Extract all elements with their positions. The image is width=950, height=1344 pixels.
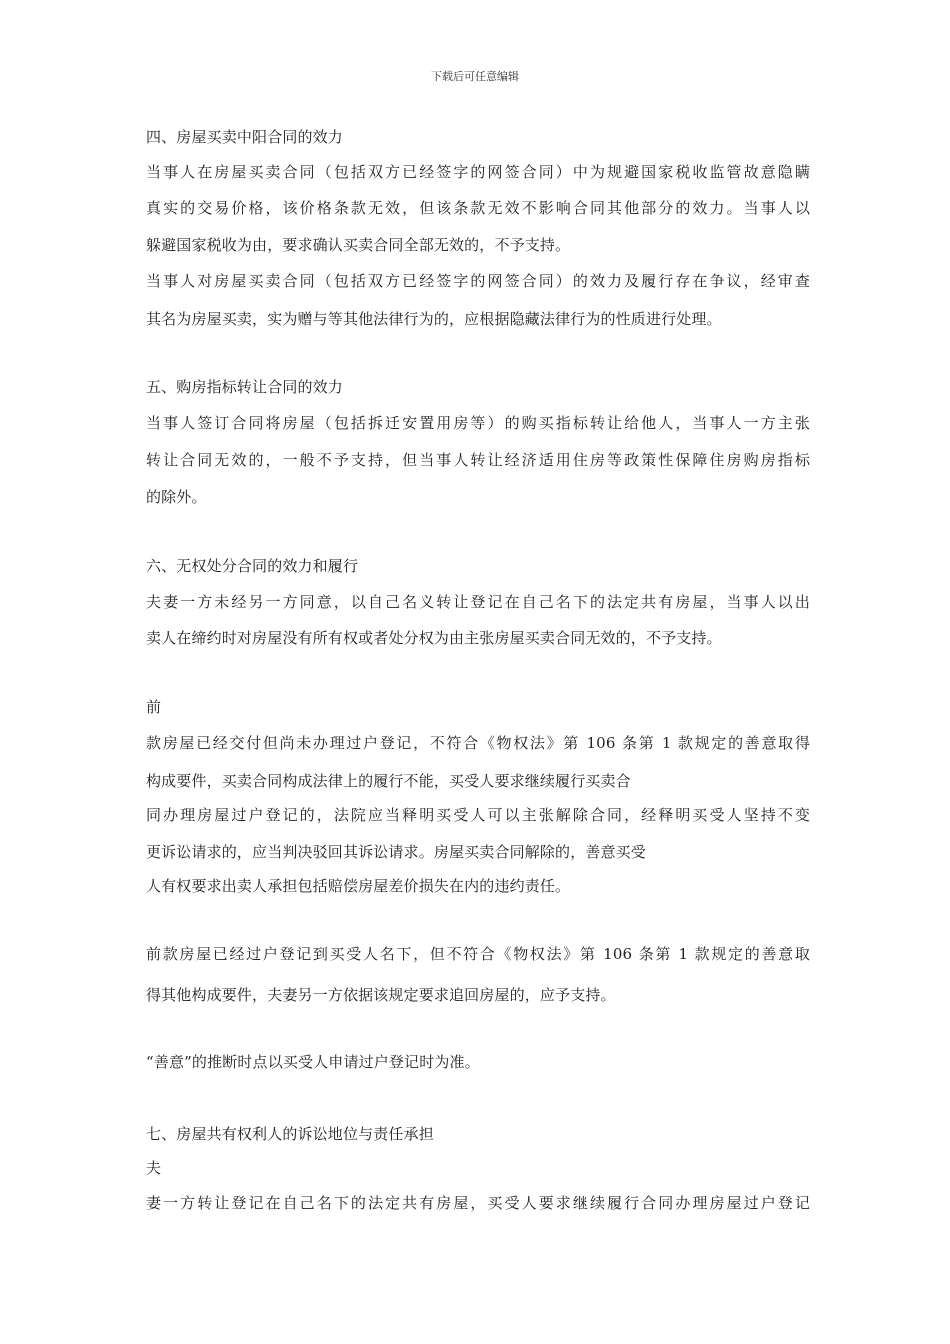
header-note: 下载后可任意编辑 xyxy=(431,70,519,83)
paragraph-line: 夫妻一方未经另一方同意，以自己名义转让登记在自己名下的法定共有房屋，当事人以出 xyxy=(146,593,810,611)
section-heading-7: 七、房屋共有权利人的诉讼地位与责任承担 xyxy=(146,1125,434,1143)
paragraph-line: 前 xyxy=(146,698,162,716)
paragraph-line: 构成要件，买卖合同构成法律上的履行不能，买受人要求继续履行买卖合 xyxy=(146,772,631,790)
section-heading-6: 六、无权处分合同的效力和履行 xyxy=(146,557,359,575)
paragraph-line: 人有权要求出卖人承担包括赔偿房屋差价损失在内的违约责任。 xyxy=(146,877,571,895)
paragraph-line: 的除外。 xyxy=(146,488,207,506)
paragraph-line: 同办理房屋过户登记的，法院应当释明买受人可以主张解除合同，经释明买受人坚持不变 xyxy=(146,806,810,824)
paragraph-line: 前款房屋已经过户登记到买受人名下，但不符合《物权法》第 106 条第 1 款规定的善意取 xyxy=(146,945,810,963)
section-heading-5: 五、购房指标转让合同的效力 xyxy=(146,378,343,396)
paragraph-line: 款房屋已经交付但尚未办理过户登记，不符合《物权法》第 106 条第 1 款规定的善意取得 xyxy=(146,734,810,752)
paragraph-line: 其名为房屋买卖，实为赠与等其他法律行为的，应根据隐藏法律行为的性质进行处理。 xyxy=(146,310,722,328)
paragraph-line: 妻一方转让登记在自己名下的法定共有房屋，买受人要求继续履行合同办理房屋过户登记 xyxy=(146,1194,810,1212)
paragraph-line: 当事人对房屋买卖合同（包括双方已经签字的网签合同）的效力及履行存在争议，经审查 xyxy=(146,272,810,290)
paragraph-line: “善意”的推断时点以买受人申请过户登记时为准。 xyxy=(146,1053,480,1071)
paragraph-line: 当事人签订合同将房屋（包括拆迁安置用房等）的购买指标转让给他人，当事人一方主张 xyxy=(146,414,810,432)
paragraph-line: 当事人在房屋买卖合同（包括双方已经签字的网签合同）中为规避国家税收监管故意隐瞒 xyxy=(146,163,810,181)
paragraph-line: 转让合同无效的，一般不予支持，但当事人转让经济适用住房等政策性保障住房购房指标 xyxy=(146,451,810,469)
paragraph-line: 躲避国家税收为由，要求确认买卖合同全部无效的，不予支持。 xyxy=(146,236,571,254)
section-heading-4: 四、房屋买卖中阳合同的效力 xyxy=(146,128,343,146)
paragraph-line: 更诉讼请求的，应当判决驳回其诉讼请求。房屋买卖合同解除的，善意买受 xyxy=(146,843,646,861)
paragraph-line: 夫 xyxy=(146,1159,162,1177)
paragraph-line: 真实的交易价格，该价格条款无效，但该条款无效不影响合同其他部分的效力。当事人以 xyxy=(146,199,810,217)
paragraph-line: 得其他构成要件，夫妻另一方依据该规定要求追回房屋的，应予支持。 xyxy=(146,986,616,1004)
paragraph-line: 卖人在缔约时对房屋没有所有权或者处分权为由主张房屋买卖合同无效的，不予支持。 xyxy=(146,629,722,647)
